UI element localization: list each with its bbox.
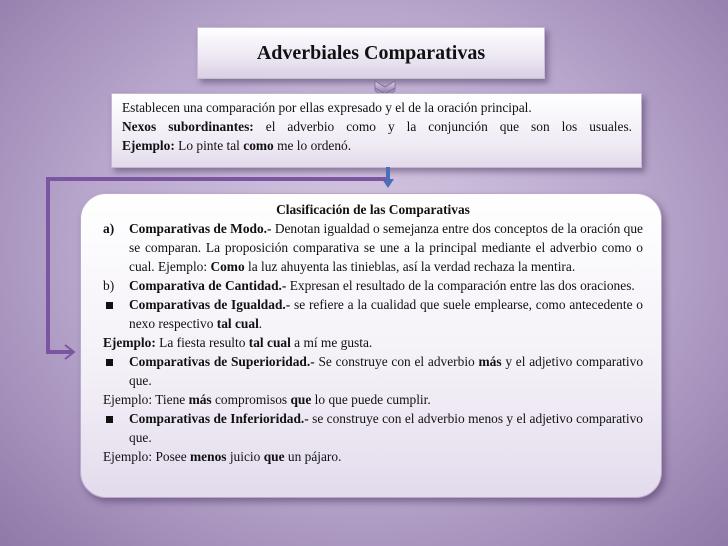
- inferioridad-text: se construye con el adverbio menos y el adjetivo comparativo que.: [129, 411, 644, 445]
- list-item-cantidad: [103, 276, 643, 295]
- list-item-superioridad: [103, 352, 643, 390]
- intro-example-end: me lo ordenó.: [273, 138, 352, 153]
- list-item-text: [129, 276, 643, 295]
- intro-example-label: Ejemplo:: [122, 138, 175, 153]
- superioridad-end: y el adjetivo comparativo que.: [129, 354, 644, 388]
- intro-text: Establecen una comparación por ellas expresado y el de la oración principal.: [122, 100, 532, 115]
- list-item-text: [129, 409, 643, 447]
- nexos-label: Nexos subordinantes:: [122, 119, 254, 134]
- list-item-text: [129, 219, 643, 276]
- example-text: La fiesta resulto: [155, 335, 249, 350]
- intro-example-text: Lo pinte tal: [174, 138, 244, 153]
- modo-text: Denotan igualdad o semejanza entre dos conceptos de la oración que se comparan. La proposición comparativa se une a la principal mediante el adverbio como o cual. Ejemplo:: [129, 221, 643, 274]
- example-end: lo que puede cumplir.: [311, 392, 431, 407]
- intro-box: [111, 93, 642, 168]
- igualdad-bold: tal cual: [216, 316, 259, 331]
- square-bullet-icon: [103, 409, 129, 447]
- superioridad-initial: S: [314, 354, 326, 369]
- example-igualdad: [103, 333, 643, 352]
- list-item-modo: [103, 219, 643, 276]
- nexos-text: el adverbio como y la conjunción que son los usuales.: [253, 119, 633, 134]
- igualdad-end: .: [258, 316, 263, 331]
- example-text: Ejemplo: Tiene: [103, 392, 189, 407]
- example-label: Ejemplo:: [103, 335, 156, 350]
- classification-box: [80, 193, 662, 498]
- intro-example-bold: como: [243, 138, 274, 153]
- superioridad-text: e construye con el adverbio: [325, 354, 479, 369]
- example-text-mid: juicio: [226, 449, 264, 464]
- list-item-text: [129, 352, 643, 390]
- igualdad-label: Comparativas de Igualdad.-: [129, 297, 291, 312]
- modo-text-end: la luz ahuyenta las tinieblas, así la verdad rechaza la mentira.: [244, 259, 576, 274]
- slide-title: Adverbiales Comparativas: [197, 27, 545, 79]
- cantidad-text: Expresan el resultado de la comparación entre las dos oraciones.: [286, 278, 635, 293]
- intro-example-line: [122, 136, 632, 155]
- classification-heading: Clasificación de las Comparativas: [276, 202, 470, 217]
- list-item-text: [129, 295, 643, 333]
- square-bullet-icon: [103, 352, 129, 390]
- example-bold: menos: [190, 449, 227, 464]
- example-bold: más: [188, 392, 212, 407]
- example-end: a mí me gusta.: [290, 335, 373, 350]
- superioridad-bold: más: [478, 354, 502, 369]
- cantidad-label: Comparativa de Cantidad.-: [129, 278, 287, 293]
- example-inferioridad: [103, 447, 643, 466]
- nexos-line: [122, 117, 632, 136]
- list-item-inferioridad: [103, 409, 643, 447]
- example-text: Ejemplo: Posee: [103, 449, 191, 464]
- inferioridad-label: Comparativas de Inferioridad.-: [129, 411, 309, 426]
- square-bullet-icon: [103, 295, 129, 333]
- example-text-mid: compromisos: [211, 392, 291, 407]
- list-item-igualdad: [103, 295, 643, 333]
- example-bold: que: [263, 449, 285, 464]
- igualdad-text: se refiere a la cualidad que suele emplearse, como antecedente o nexo respectivo: [129, 297, 643, 331]
- example-bold: tal cual: [248, 335, 291, 350]
- example-bold: que: [290, 392, 312, 407]
- list-marker: a): [103, 221, 115, 236]
- list-marker: b): [103, 278, 115, 293]
- example-end: un pájaro.: [284, 449, 342, 464]
- example-superioridad: [103, 390, 643, 409]
- modo-label: Comparativas de Modo.-: [129, 221, 272, 236]
- modo-bold: Como: [210, 259, 245, 274]
- superioridad-label: Comparativas de Superioridad.-: [129, 354, 315, 369]
- intro-line: [122, 98, 632, 117]
